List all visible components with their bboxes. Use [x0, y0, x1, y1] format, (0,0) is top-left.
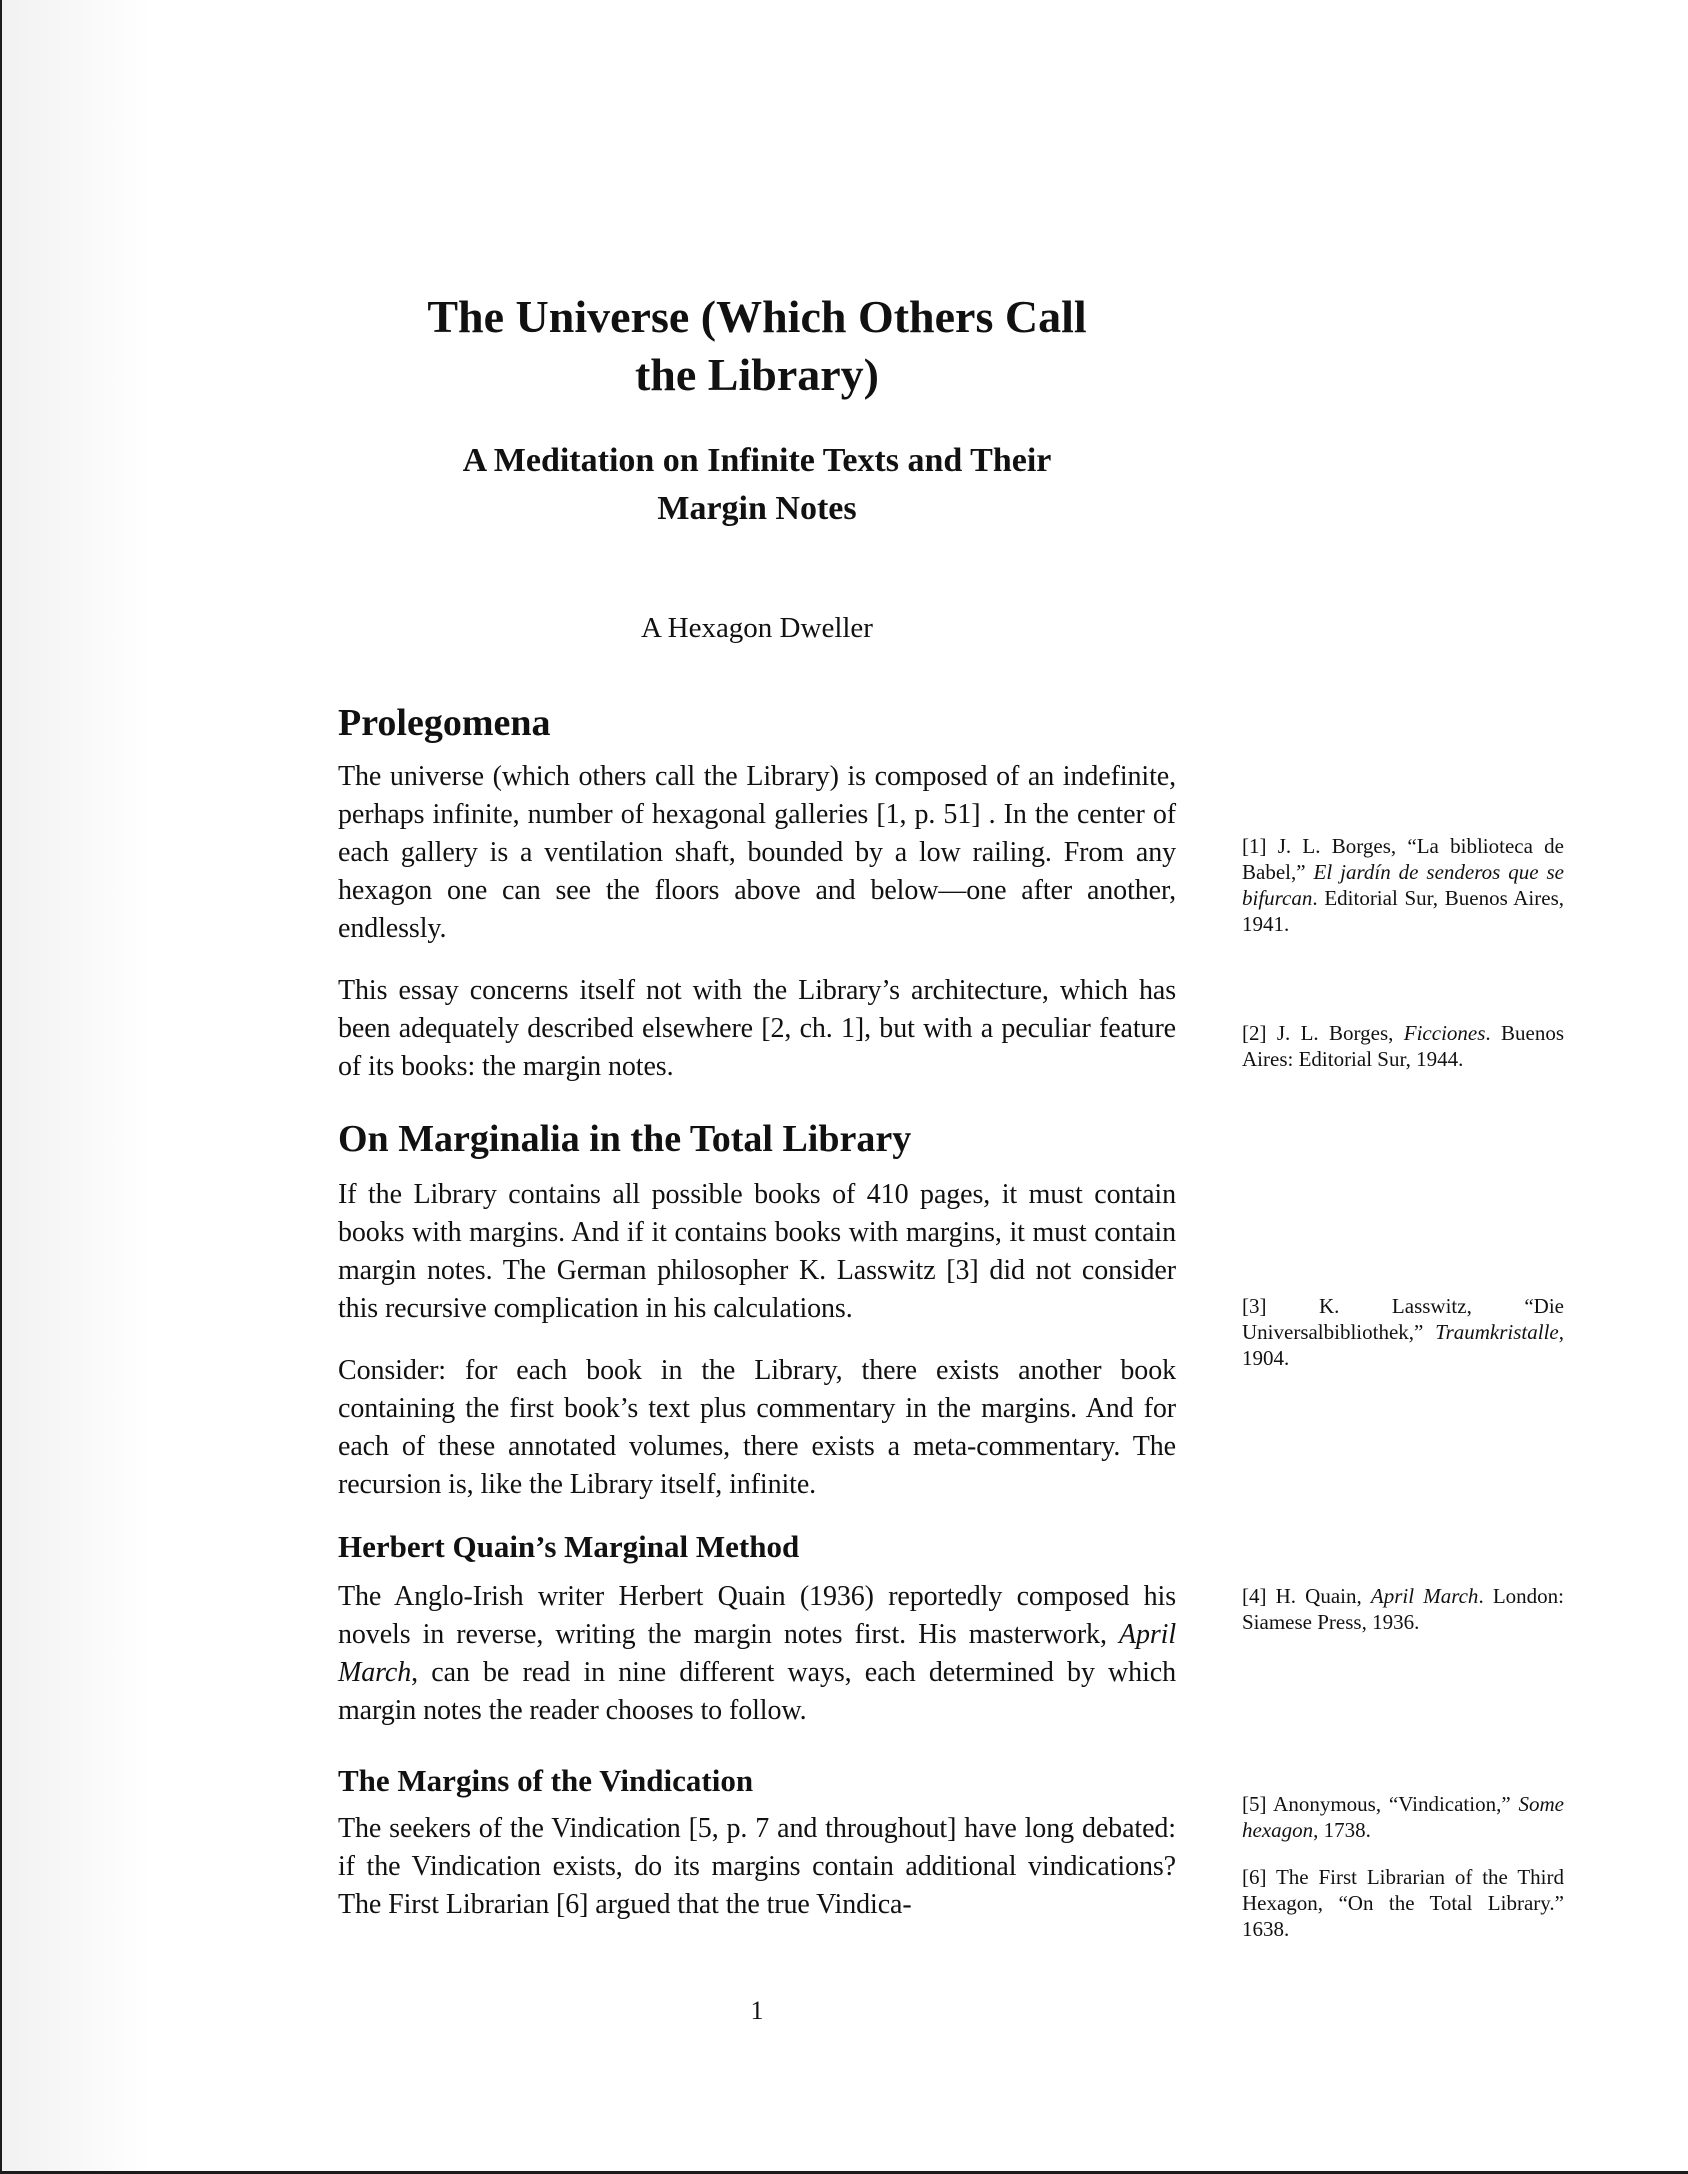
section-heading-marginalia: On Marginalia in the Total Library	[338, 1118, 912, 1160]
document-author: A Hexagon Dweller	[641, 612, 873, 644]
sidenote-4-italic: April March	[1370, 1584, 1479, 1608]
subsection-heading-vindication: The Margins of the Vindication	[338, 1763, 754, 1798]
sidenote-2	[1242, 1020, 1564, 1072]
sidenote-2-italic: Ficciones	[1403, 1021, 1486, 1045]
paragraph-consider-recursion: Consider: for each book in the Library, there exists another book containing the first book’s text plus commentary in the margins. And for each of these annotated volumes, there exists a meta-commentary. The recursion is, like the Library itself, infinite.	[338, 1355, 1176, 1500]
sidenote-3-italic: Traumkristalle	[1435, 1320, 1559, 1344]
subsection-heading-quain: Herbert Quain’s Marginal Method	[338, 1529, 800, 1564]
document-title-line2: the Library)	[634, 349, 879, 400]
page-edge-shadow	[2, 0, 152, 2171]
sidenote-3-text-end: , 1904.	[1242, 1320, 1564, 1370]
paragraph-essay-concerns: This essay concerns itself not with the Library’s architecture, which has been adequately described elsewhere [2, ch. 1], but with a peculiar feature of its books: the margin notes.	[338, 975, 1176, 1082]
sidenote-3	[1242, 1293, 1564, 1371]
sidenote-4-text: [4] H. Quain,	[1242, 1584, 1371, 1608]
document-subtitle	[338, 437, 1176, 533]
sidenote-1-italic: El jardín de senderos que se bifurcan	[1242, 860, 1564, 910]
sidenote-1-text: [1] J. L. Borges, “La biblioteca de Babel,”	[1242, 834, 1564, 884]
document-subtitle-line2: Margin Notes	[657, 490, 857, 527]
paragraph-universe: The universe (which others call the Library) is composed of an indefinite, perhaps infinite, number of hexagonal galleries [1, p. 51] . In the center of each gallery is a ventilation shaft, bounded by a low railing. From any hexagon one can see the floors above and below—one after another, endlessly.	[338, 761, 1176, 944]
paragraph-quain	[338, 1578, 1176, 1730]
document-subtitle-line1: A Meditation on Infinite Texts and Their	[462, 442, 1052, 479]
paragraph-vindication: The seekers of the Vindication [5, p. 7 and throughout] have long debated: if the Vindication exists, do its margins contain additional vindications? The First Librarian [6] argued that the true Vindica-	[338, 1813, 1176, 1920]
paragraph-quain-text-end: , can be read in nine different ways, each determined by which margin notes the reader chooses to follow.	[338, 1657, 1176, 1726]
section-heading-prolegomena: Prolegomena	[338, 702, 551, 744]
sidenote-6-text: [6] The First Librarian of the Third Hexagon, “On the Total Library.” 1638.	[1242, 1865, 1564, 1941]
sidenote-5-text: [5] Anonymous, “Vindication,”	[1242, 1792, 1519, 1816]
sidenote-1	[1242, 833, 1564, 937]
document-title-line1: The Universe (Which Others Call	[427, 291, 1087, 342]
document-title	[338, 288, 1176, 404]
sidenote-6	[1242, 1864, 1564, 1942]
paragraph-total-library: If the Library contains all possible books of 410 pages, it must contain books with margins. And if it contains books with margins, it must contain margin notes. The German philosopher K. Lasswitz [3] did not consider this recursive complication in his calculations.	[338, 1179, 1176, 1324]
sidenote-4-text-end: . London: Siamese Press, 1936.	[1242, 1584, 1564, 1634]
paragraph-quain-title-italic: April March	[338, 1619, 1176, 1688]
sidenote-2-text-end: . Buenos Aires: Editorial Sur, 1944.	[1242, 1021, 1565, 1071]
paragraph-quain-text: The Anglo-Irish writer Herbert Quain (1936) reportedly composed his novels in reverse, writing the margin notes first. His masterwork,	[338, 1581, 1176, 1650]
sidenote-2-text: [2] J. L. Borges,	[1242, 1021, 1404, 1045]
sidenote-5-text-end: , 1738.	[1313, 1818, 1371, 1842]
sidenote-3-text: [3] K. Lasswitz, “Die Universalbibliothek,”	[1242, 1294, 1564, 1344]
page-number: 1	[750, 1996, 764, 2025]
sidenote-1-text-end: . Editorial Sur, Buenos Aires, 1941.	[1242, 886, 1564, 936]
sidenote-4	[1242, 1583, 1564, 1635]
sidenote-5	[1242, 1791, 1564, 1843]
sidenote-5-italic: Some hexagon	[1242, 1792, 1564, 1842]
